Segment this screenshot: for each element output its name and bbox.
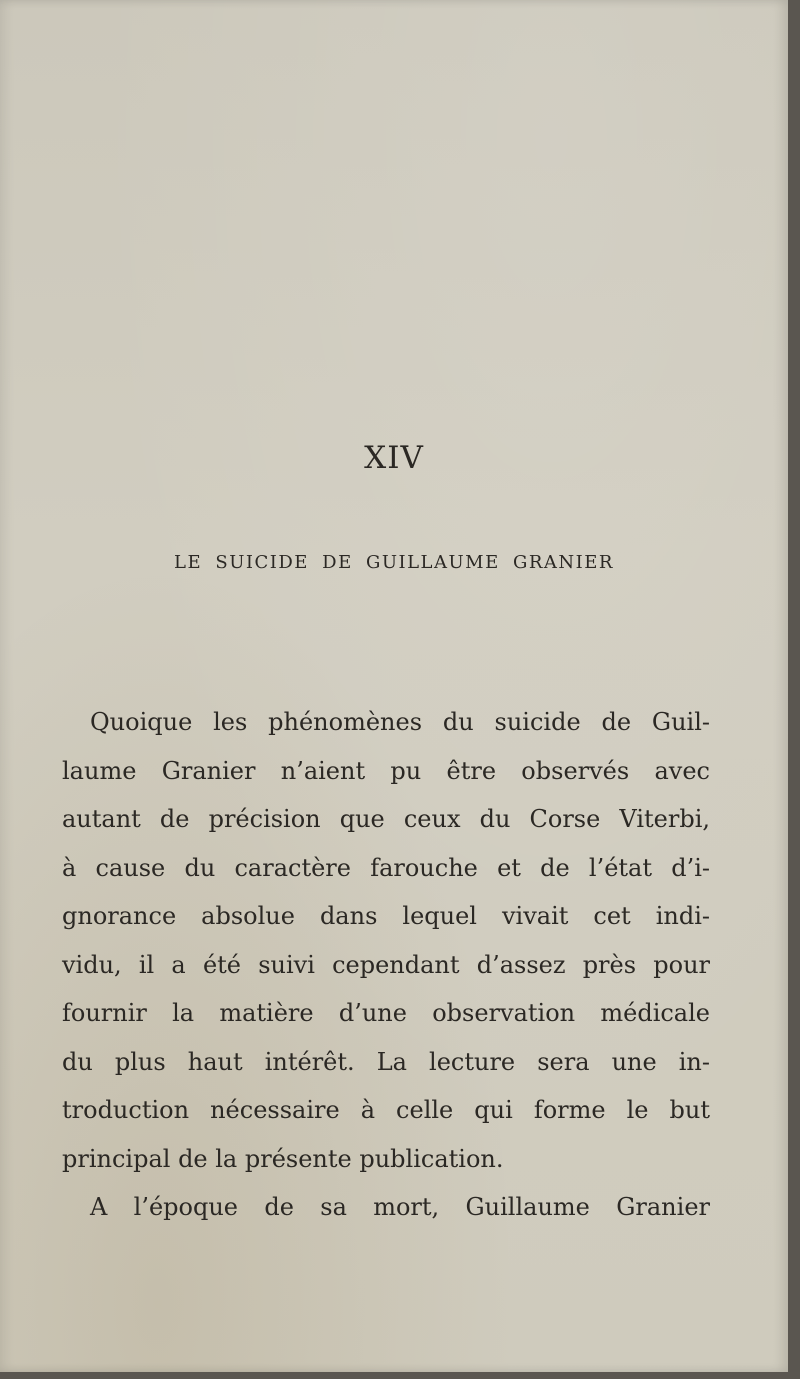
text-line: A l’époque de sa mort, Guillaume Granier [90,1193,710,1221]
text-line: troduction nécessaire à celle qui forme le but [62,1096,710,1124]
text-line: laume Granier n’aient pu être observés avec [62,756,710,785]
text-line: Quoique les phénomènes du suicide de Guil- [90,708,710,736]
text-line: à cause du caractère farouche et de l’état d’i- [62,853,710,882]
text-line: fournir la matière d’une observation médicale [62,999,710,1027]
text-line: vidu, il a été suivi cependant d’assez près pour [62,950,710,979]
text-line: du plus haut intérêt. La lecture sera une in- [62,1047,710,1076]
text-line: gnorance absolue dans lequel vivait cet indi- [62,902,710,930]
chapter-number: XIV [364,440,424,476]
body-text [62,698,710,1232]
text-line: autant de précision que ceux du Corse Viterbi, [62,805,710,833]
text-line: principal de la présente publication. [62,1144,504,1173]
chapter-title: LE SUICIDE DE GUILLAUME GRANIER [174,552,614,573]
